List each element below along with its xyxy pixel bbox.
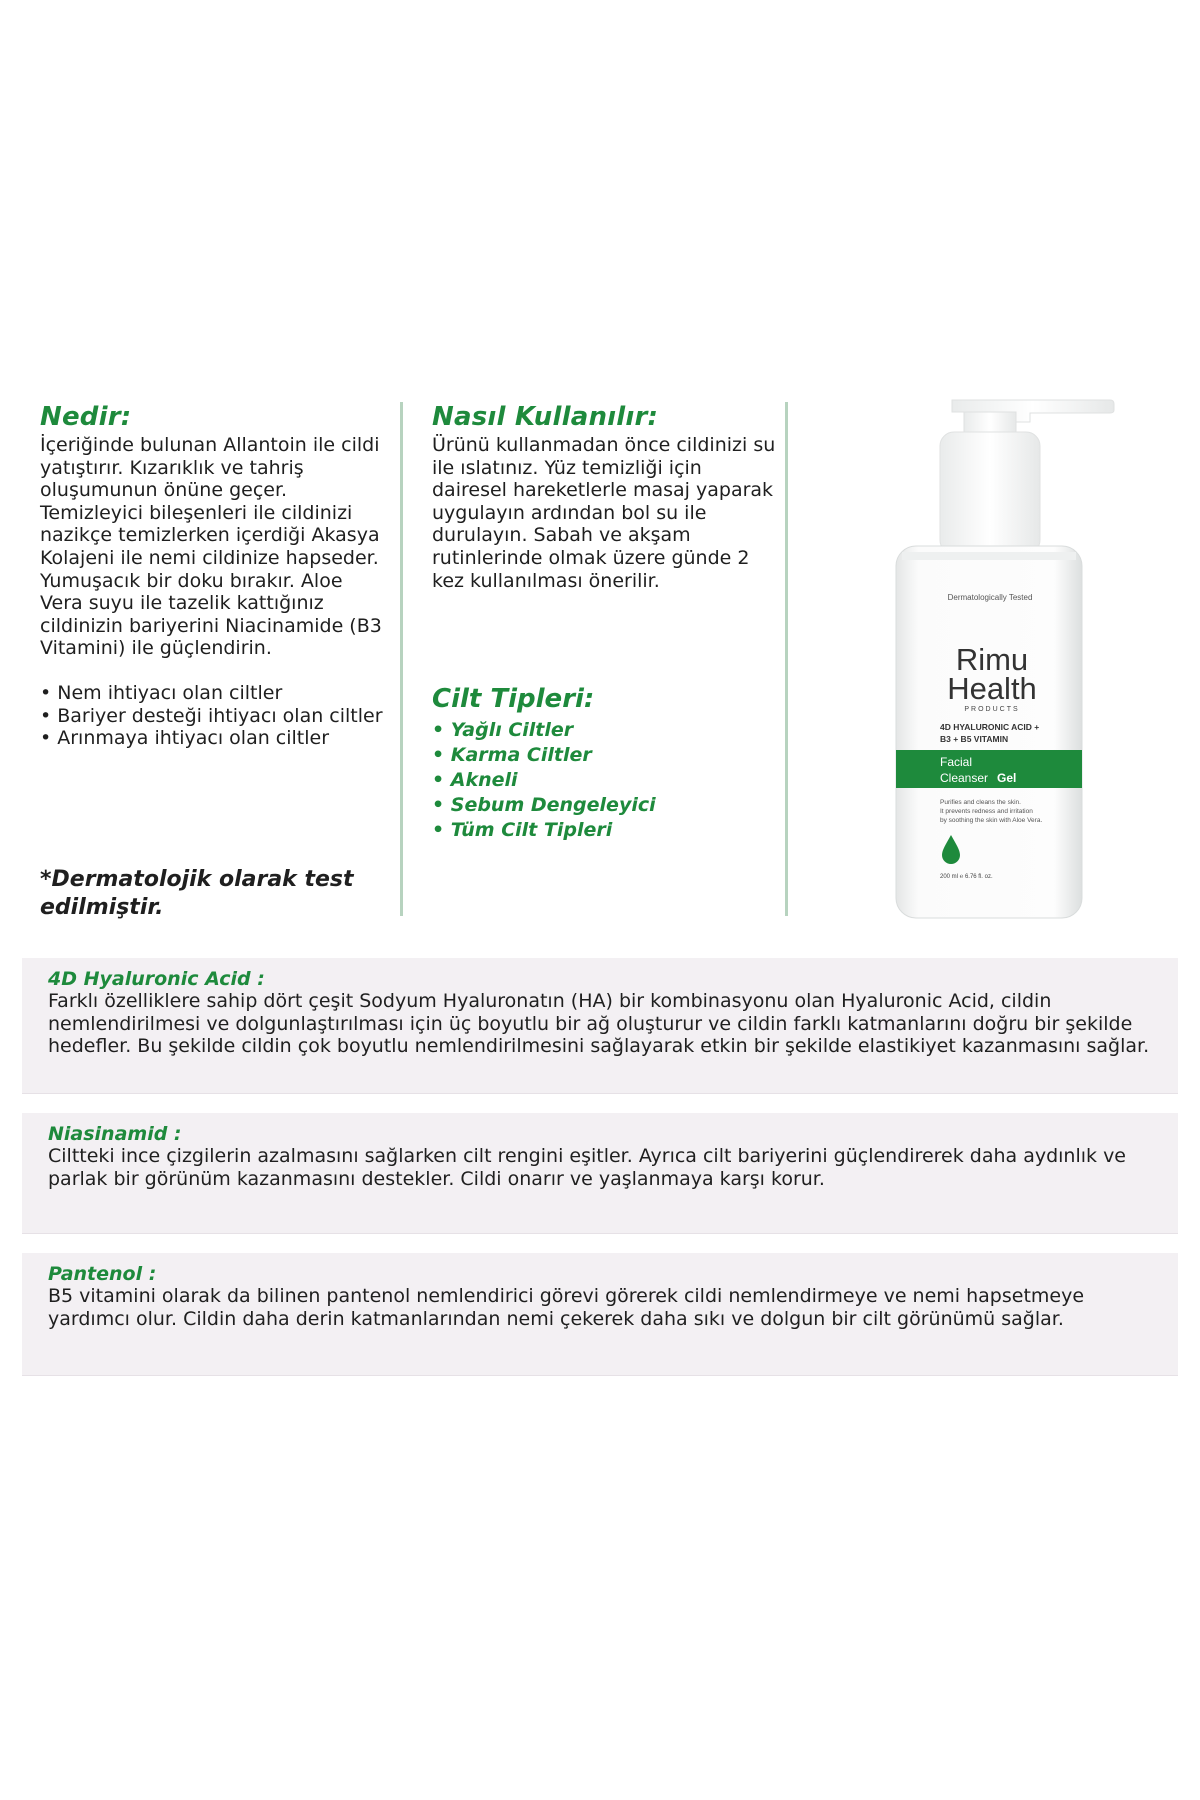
skin-types-list	[432, 718, 762, 843]
dermatology-note: *Dermatolojik olarak test edilmiştir.	[40, 867, 354, 920]
product-desc-3: by soothing the skin with Aloe Vera.	[940, 817, 1043, 824]
product-name-line-1: Facial	[940, 755, 973, 769]
ingredient-title: Pantenol :	[48, 1263, 157, 1285]
ingredient-line-2: B3 + B5 VITAMIN	[940, 734, 1009, 744]
product-bottle	[880, 392, 1120, 922]
product-image	[880, 392, 1120, 922]
list-item: • Tüm Cilt Tipleri	[432, 818, 762, 843]
ingredient-card-panthenol	[22, 1253, 1178, 1376]
list-item: • Yağlı Ciltler	[432, 718, 762, 743]
ingredient-text: Farklı özelliklere sahip dört çeşit Sodyum Hyaluronatın (HA) bir kombinasyonu olan Hyaluronic Acid, cildin nemlendirilmesi ve dolgunlaştırılması için üç boyutlu bir ağ oluşturur ve cildin farklı katmanlarını doğru bir şekilde hedefler. Bu şekilde cildin çok boyutlu nemlendirilmesini sağlayarak etkin bir şekilde elastikiyet kazanmasını sağlar.	[48, 990, 1150, 1058]
product-name-line-2: Cleanser	[940, 771, 989, 785]
list-item: • Sebum Dengeleyici	[432, 793, 762, 818]
ingredient-text: B5 vitamini olarak da bilinen pantenol nemlendirici görevi görerek cildi nemlendirmeye ve nemi hapsetmeye yardımcı olur. Cildin daha derin katmanlarından nemi çekerek daha sıkı ve dolgun bir cilt görünümü sağlar.	[48, 1285, 1085, 1330]
list-item: • Nem ihtiyacı olan ciltler	[40, 682, 385, 705]
brand-line-2: Health	[947, 671, 1037, 706]
what-is-section	[40, 402, 385, 750]
ingredient-text: Ciltteki ince çizgilerin azalmasını sağlarken cilt rengini eşitler. Ayrıca cilt bariyerini güçlendirerek daha aydınlık ve parlak bir görünüm kazanmasını destekler. Cildi onarır ve yaşlanmaya karşı korur.	[48, 1145, 1126, 1190]
brand-sub: PRODUCTS	[964, 706, 1020, 713]
list-item: • Bariyer desteği ihtiyacı olan ciltler	[40, 705, 385, 728]
list-item: • Arınmaya ihtiyacı olan ciltler	[40, 727, 385, 750]
column-divider	[785, 402, 788, 916]
ingredient-card-niacinamide	[22, 1113, 1178, 1234]
brand-line-1: Rimu	[955, 642, 1029, 677]
what-is-text: İçeriğinde bulunan Allantoin ile cildi yatıştırır. Kızarıklık ve tahriş oluşumunun önüne geçer. Temizleyici bileşenleri ile cildinizi nazikçe temizlerken içerdiği Akasya Kolajeni ile nemi cildinize hapseder. Yumuşacık bir doku bırakır. Aloe Vera suyu ile tazelik kattığınız cildinizin bariyerini Niacinamide (B3 Vitamini) ile güçlendirin.	[40, 434, 382, 660]
product-desc-2: It prevents redness and irritation	[940, 808, 1033, 815]
usage-title: Nasıl Kullanılır:	[432, 402, 659, 432]
usage-section	[432, 402, 782, 592]
ingredient-line-1: 4D HYALURONIC ACID +	[940, 722, 1040, 732]
ingredient-title: 4D Hyaluronic Acid :	[48, 968, 265, 990]
list-item: • Karma Ciltler	[432, 743, 762, 768]
product-desc-1: Purifies and cleans the skin.	[940, 799, 1021, 806]
ingredient-title: Niasinamid :	[48, 1123, 182, 1145]
product-name-gel: Gel	[997, 771, 1017, 785]
skin-types-title: Cilt Tipleri:	[432, 684, 595, 714]
volume-label: 200 ml ℮ 6.76 fl. oz.	[940, 874, 993, 880]
target-skin-list	[40, 682, 385, 750]
ingredient-card-hyaluronic	[22, 958, 1178, 1094]
list-item: • Akneli	[432, 768, 762, 793]
column-divider	[400, 402, 403, 916]
tested-label: Dermatologically Tested	[947, 593, 1033, 602]
skin-types-section	[432, 684, 762, 843]
usage-text: Ürünü kullanmadan önce cildinizi su ile ıslatınız. Yüz temizliği için dairesel hareketlerle masaj yaparak uygulayın ardından bol su ile durulayın. Sabah ve akşam rutinlerinde olmak üzere günde 2 kez kullanılması önerilir.	[432, 434, 776, 592]
what-is-title: Nedir:	[40, 402, 132, 432]
